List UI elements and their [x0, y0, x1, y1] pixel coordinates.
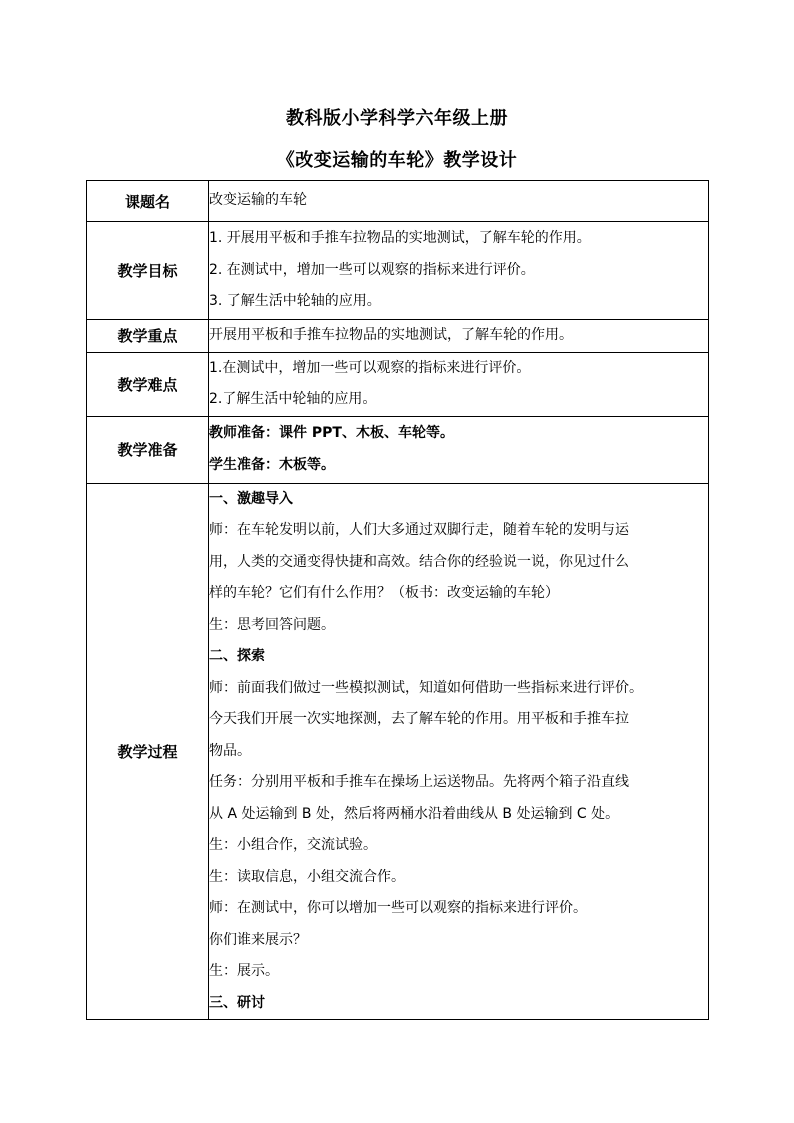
document-title: 教科版小学科学六年级上册 [286, 108, 508, 129]
row-process [87, 483, 709, 1020]
process-line: 生：小组合作，交流试验。 [209, 837, 377, 853]
preparation-student: 学生准备：木板等。 [209, 456, 335, 473]
difficulty-item: 1.在测试中，增加一些可以观察的指标来进行评价。 [209, 359, 531, 376]
process-line: 师：前面我们做过一些模拟测试，知道如何借助一些指标来进行评价。 [209, 679, 643, 696]
process-line: 生：思考回答问题。 [209, 616, 335, 633]
process-line: 生：展示。 [209, 963, 279, 979]
goal-item: 1. 开展用平板和手推车拉物品的实地测试，了解车轮的作用。 [209, 230, 591, 247]
process-line: 用，人类的交通变得快捷和高效。结合你的经验说一说，你见过什么 [209, 553, 629, 570]
row-preparation [87, 416, 709, 483]
document-subtitle: 《改变运输的车轮》教学设计 [276, 150, 518, 171]
content-key-point [209, 320, 709, 353]
goal-item: 3. 了解生活中轮轴的应用。 [209, 293, 381, 310]
preparation-teacher: 教师准备：课件 PPT、木板、车轮等。 [209, 425, 454, 441]
process-line: 今天我们开展一次实地探测，去了解车轮的作用。用平板和手推车拉 [209, 711, 629, 727]
process-line: 样的车轮？它们有什么作用？（板书：改变运输的车轮） [209, 585, 559, 601]
label-difficulty: 教学难点 [87, 352, 209, 416]
row-difficulty [87, 352, 709, 416]
content-topic [209, 181, 709, 222]
row-topic [87, 181, 709, 222]
process-line: 物品。 [209, 742, 251, 759]
row-goals [87, 222, 709, 320]
section-heading: 二、探索 [209, 648, 265, 664]
label-goals: 教学目标 [87, 222, 209, 320]
difficulty-item: 2.了解生活中轮轴的应用。 [209, 391, 377, 407]
section-heading: 三、研讨 [209, 994, 265, 1011]
section-heading: 一、激趣导入 [209, 490, 293, 507]
label-preparation: 教学准备 [87, 416, 209, 483]
content-goals [209, 222, 709, 320]
goal-item: 2. 在测试中，增加一些可以观察的指标来进行评价。 [209, 261, 535, 278]
content-preparation [209, 416, 709, 483]
content-process [209, 483, 709, 1020]
process-line: 生：读取信息，小组交流合作。 [209, 868, 405, 885]
row-key-point [87, 320, 709, 353]
topic-text: 改变运输的车轮 [209, 192, 307, 209]
process-line: 从 A 处运输到 B 处，然后将两桶水沿着曲线从 B 处运输到 C 处。 [209, 805, 620, 822]
lesson-plan-table [86, 180, 709, 1020]
process-line: 任务：分别用平板和手推车在操场上运送物品。先将两个箱子沿直线 [209, 774, 629, 790]
process-line: 你们谁来展示？ [209, 931, 307, 948]
content-difficulty [209, 352, 709, 416]
key-point-text: 开展用平板和手推车拉物品的实地测试，了解车轮的作用。 [209, 327, 573, 343]
label-key-point: 教学重点 [87, 320, 209, 353]
process-line: 师：在测试中，你可以增加一些可以观察的指标来进行评价。 [209, 900, 587, 916]
label-process: 教学过程 [87, 483, 209, 1020]
process-line: 师：在车轮发明以前，人们大多通过双脚行走，随着车轮的发明与运 [209, 522, 629, 538]
label-topic: 课题名 [87, 181, 209, 222]
